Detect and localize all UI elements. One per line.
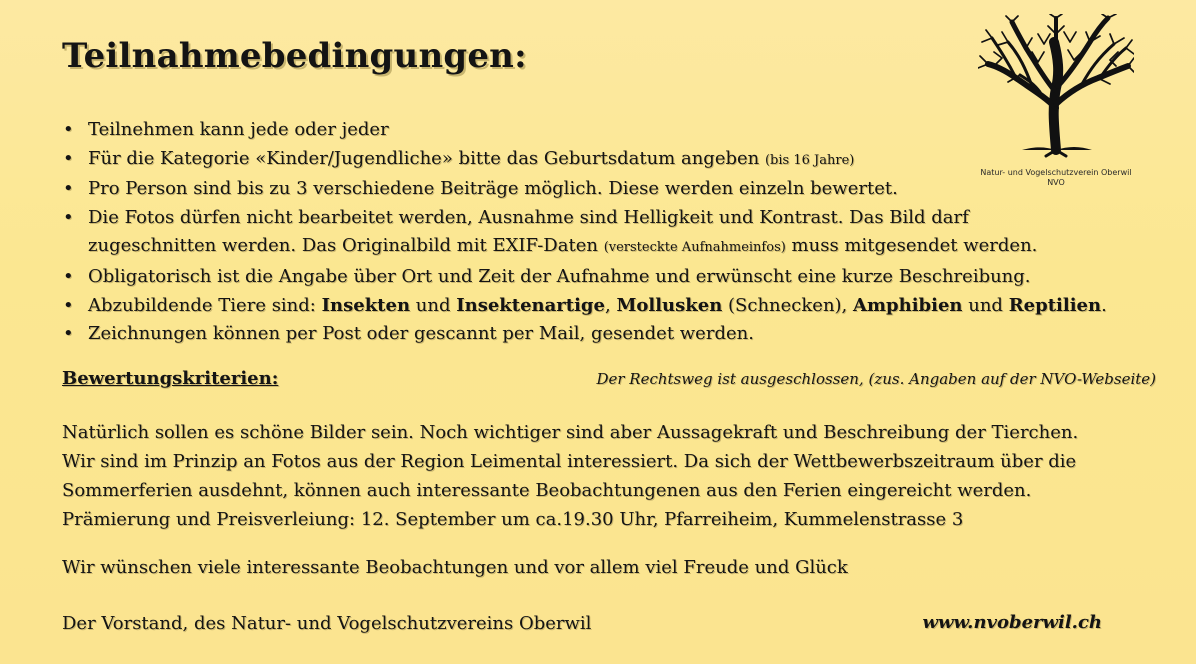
animal-types-prefix: Abzubildende Tiere sind: — [88, 294, 316, 316]
molluscs-label: Mollusken — [616, 294, 723, 316]
criteria-line-3: Sommerferien ausdehnt, können auch interessante Beobachtungenen aus den Ferien eingereicht werden. — [62, 480, 1032, 501]
website-link[interactable]: www.nvoberwil.ch — [922, 612, 1102, 633]
rule-item-location-time — [62, 263, 1152, 292]
rule-item-drawings — [62, 320, 1152, 349]
legal-note: Der Rechtsweg ist ausgeschlossen, (zus. Angaben auf der NVO-Webseite) — [596, 370, 1156, 388]
reptiles-label: Reptilien — [1008, 294, 1102, 316]
criteria-line-1: Natürlich sollen es schöne Bilder sein. Noch wichtiger sind aber Aussagekraft und Beschreibung der Tierchen. — [62, 422, 1079, 443]
participation-rules-list — [62, 116, 1152, 349]
exif-note: (versteckte Aufnahmeinfos) — [603, 240, 786, 256]
rule-item-photo-editing — [62, 204, 1152, 263]
criteria-paragraph — [62, 418, 1162, 534]
rule-item-animal-types — [62, 292, 1152, 321]
amphibians-label: Amphibien — [853, 294, 963, 316]
rule-item-child-category — [62, 145, 1152, 176]
board-signature: Der Vorstand, des Natur- und Vogelschutzvereins Oberwil — [62, 613, 592, 634]
insect-like-label: Insektenartige — [456, 294, 605, 316]
rule-item-participation — [62, 116, 1152, 145]
and-word: und — [415, 294, 451, 316]
sentence-end: . — [1101, 294, 1107, 316]
rule-line-1: Die Fotos dürfen nicht bearbeitet werden, Ausnahme sind Helligkeit und Kontrast. Das Bild darf — [88, 206, 969, 228]
snails-note: (Schnecken), — [728, 294, 848, 316]
logo-name-line-2: NVO — [1047, 178, 1065, 187]
rule-text: Obligatorisch ist die Angabe über Ort und Zeit der Aufnahme und erwünscht eine kurze Beschreibung. — [88, 265, 1031, 287]
rule-text: Pro Person sind bis zu 3 verschiedene Beiträge möglich. Diese werden einzeln bewertet. — [88, 178, 898, 200]
rule-line-2-end: muss mitgesendet werden. — [791, 235, 1038, 257]
page-title: Teilnahmebedingungen: — [62, 36, 527, 76]
criteria-heading: Bewertungskriterien: — [62, 368, 279, 389]
rule-text: Teilnehmen kann jede oder jeder — [88, 119, 389, 140]
rule-text: Für die Kategorie «Kinder/Jugendliche» bitte das Geburtsdatum angeben — [88, 147, 760, 169]
and-word: und — [968, 294, 1003, 316]
rule-item-entry-limit — [62, 175, 1152, 204]
rule-line-2-start: zugeschnitten werden. Das Originalbild mit EXIF-Daten — [88, 235, 598, 257]
separator: , — [604, 294, 611, 316]
award-ceremony-line: Prämierung und Preisverleiung: 12. September um ca.19.30 Uhr, Pfarreiheim, Kummelenstrasse 3 — [62, 509, 964, 530]
insects-label: Insekten — [321, 294, 411, 316]
criteria-line-2: Wir sind im Prinzip an Fotos aus der Region Leimental interessiert. Da sich der Wettbewerbszeitraum über die — [62, 451, 1077, 472]
closing-wish: Wir wünschen viele interessante Beobachtungen und vor allem viel Freude und Glück — [62, 557, 848, 578]
rule-note: (bis 16 Jahre) — [764, 152, 855, 168]
logo-name-line-1: Natur- und Vogelschutzverein Oberwil — [980, 168, 1132, 177]
rule-text: Zeichnungen können per Post oder gescannt per Mail, gesendet werden. — [88, 323, 754, 345]
